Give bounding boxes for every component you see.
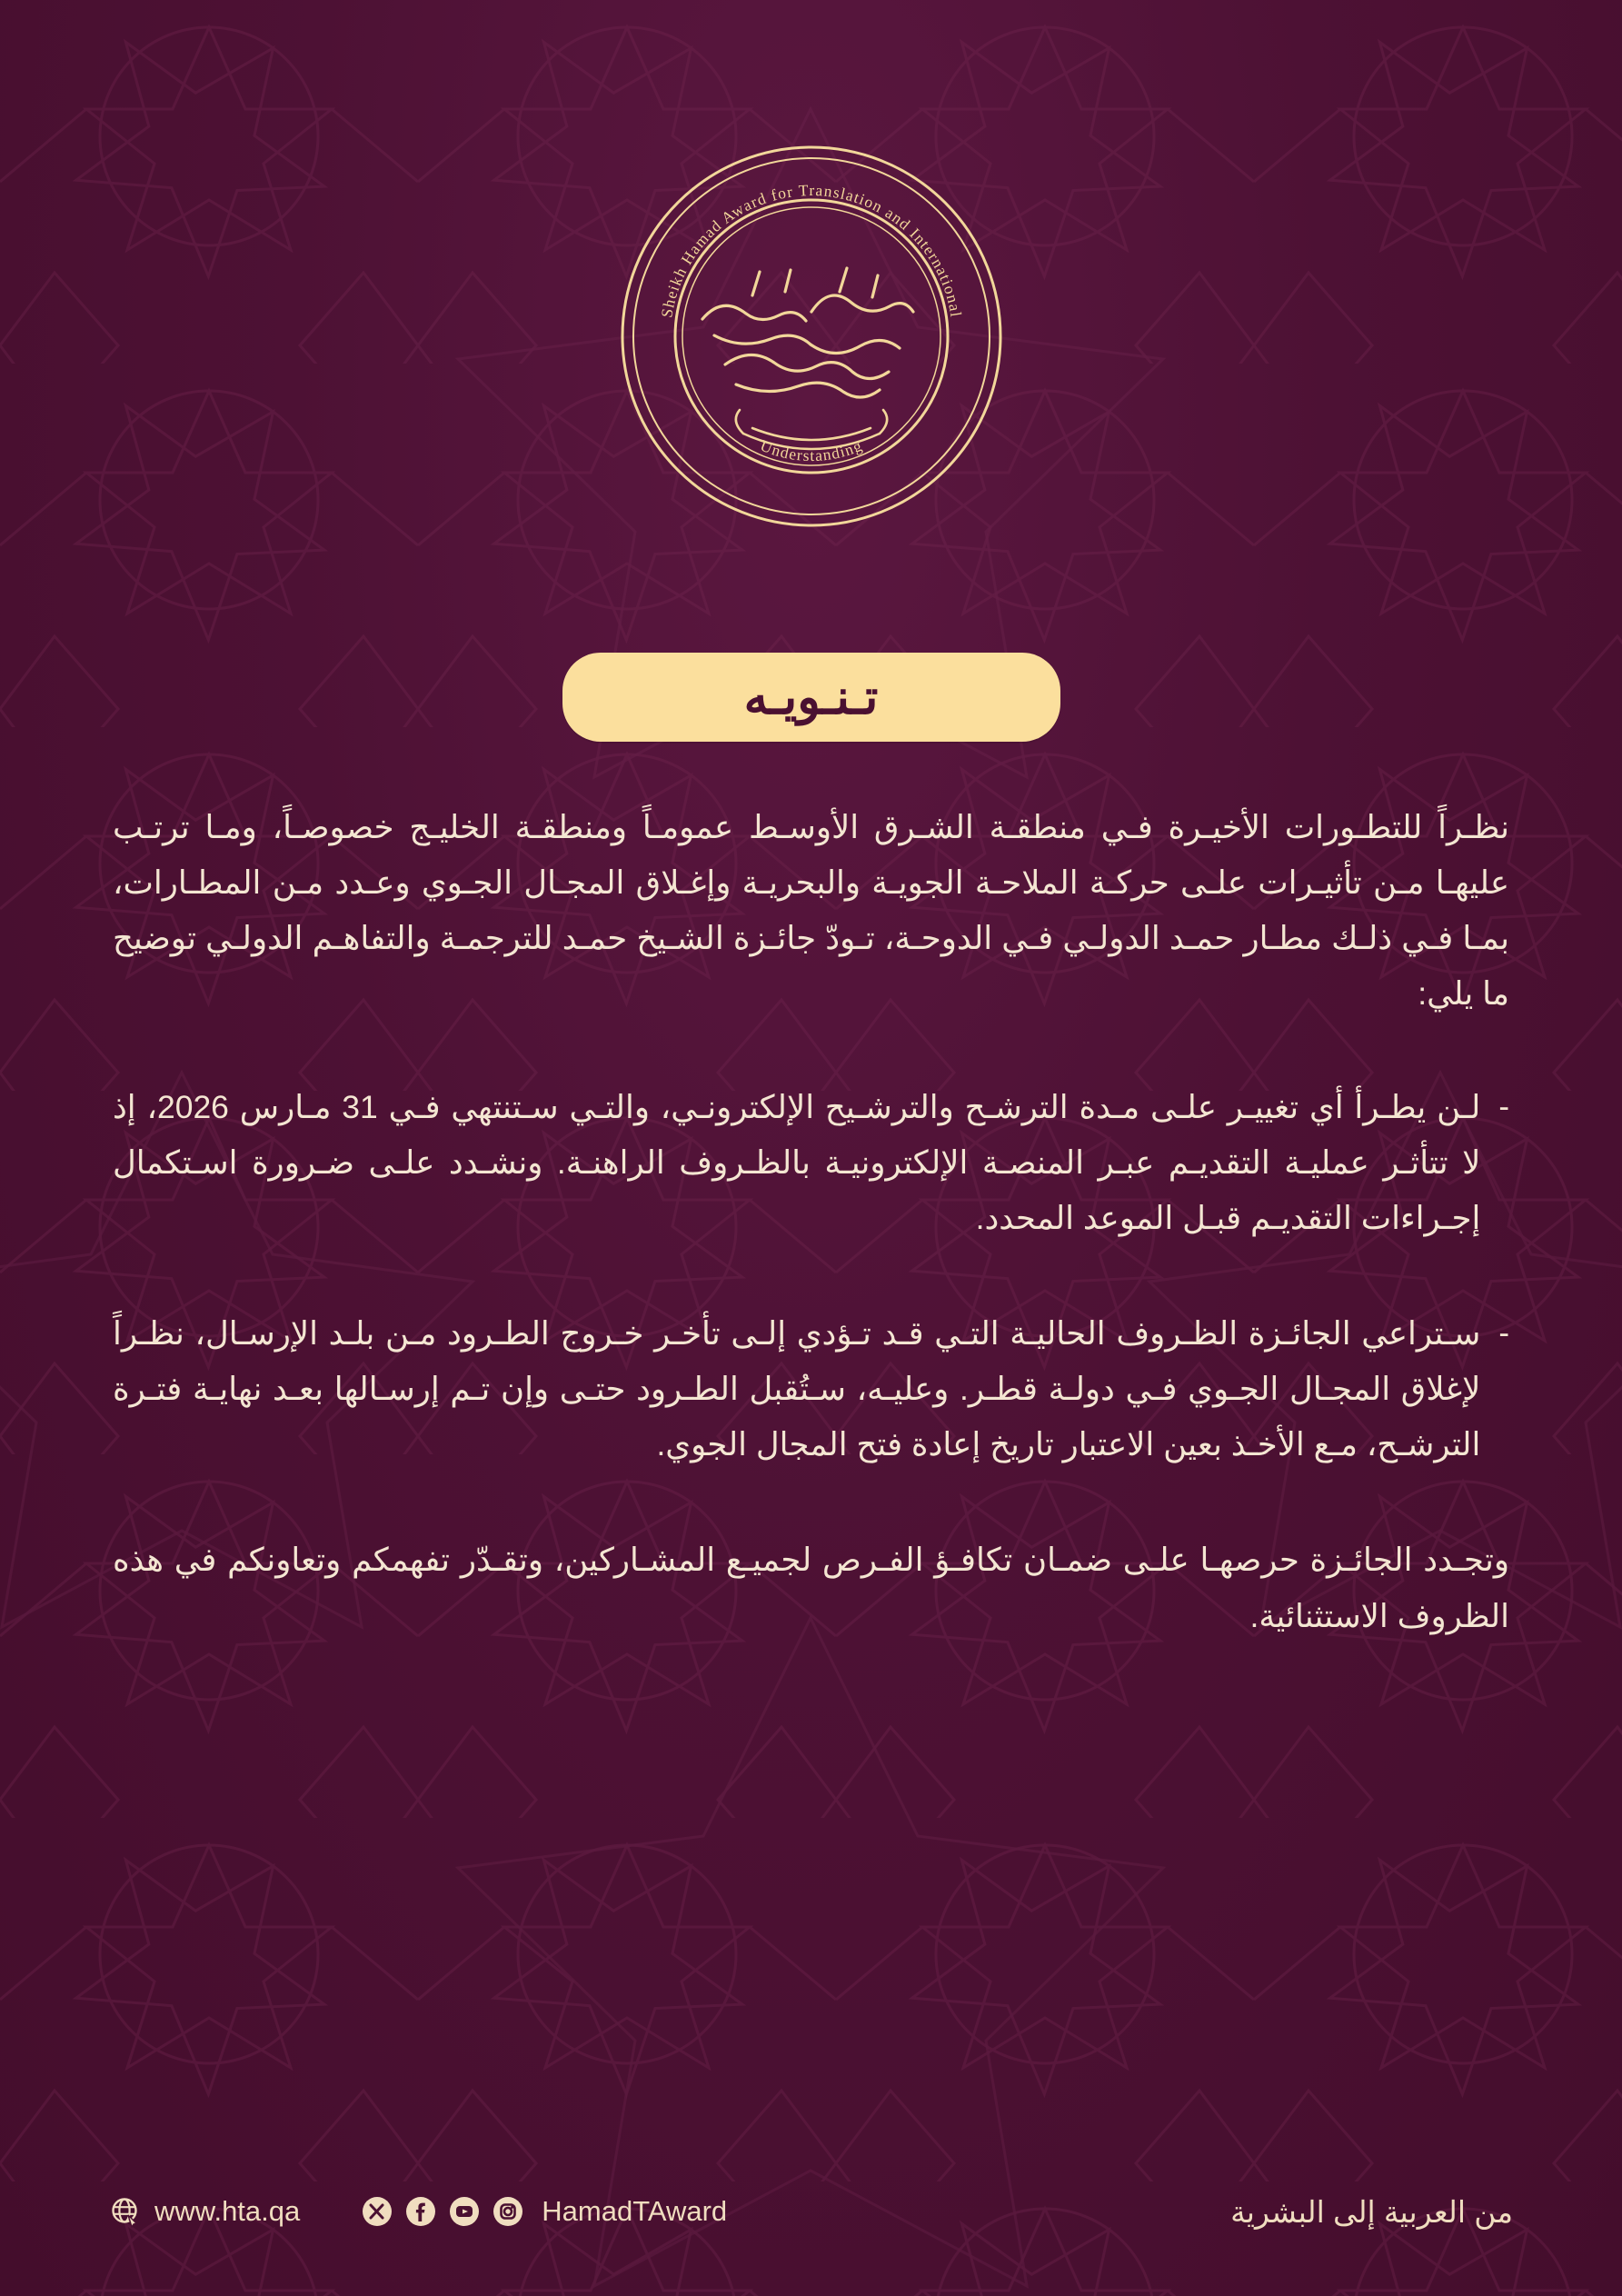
notice-body bbox=[113, 800, 1509, 1679]
svg-text:Sheikh Hamad Award for Transla: Sheikh Hamad Award for Translation and International bbox=[656, 180, 966, 319]
bullet-item bbox=[113, 1306, 1509, 1472]
closing-paragraph: وتجـدد الجائـزة حرصهـا علـى ضمـان تكافـؤ الفـرص لجميـع المشـاركين، وتقـدّر تفهمكم وتعاونكم في هذه الظروف الاستثنائية. bbox=[113, 1542, 1509, 1634]
website-link[interactable] bbox=[109, 2195, 300, 2228]
notice-badge: تـنـويـه bbox=[562, 653, 1060, 742]
footer-tagline: من العربية إلى البشرية bbox=[1230, 2194, 1513, 2229]
intro-paragraph: نظـراً للتطـورات الأخيـرة فـي منطقـة الشـرق الأوسـط عمومـاً ومنطقـة الخليـج خصوصـاً، ومـا ترتـب عليهـا مـن تأثيـرات علـى حركـة الملاحـة الجويـة والبحريـة وإغـلاق المجـال الجـوي وعـدد مـن المطـارات، بمـا فـي ذلـك مطـار حمـد الدولـي فـي الدوحـة، تـودّ جائـزة الشـيخ حمـد للترجمـة والتفاهـم الدولـي توضيح ما يلي: bbox=[113, 809, 1509, 1013]
globe-icon bbox=[109, 2195, 142, 2228]
facebook-icon[interactable] bbox=[405, 2196, 436, 2227]
bullet-item bbox=[113, 1080, 1509, 1246]
bullet-marker: - bbox=[1498, 1089, 1509, 1125]
social-links[interactable] bbox=[362, 2195, 727, 2228]
bullet-text: سـتراعي الجائـزة الظـروف الحاليـة التـي قـد تـؤدي إلـى تأخـر خـروج الطـرود مـن بلـد الإرسـال، نظـراً لإغلاق المجـال الجـوي فـي دولـة قطـر. وعليـه، سـتُقبل الطـرود حتـى وإن تـم إرسـالها بعـد نهايـة فتـرة الترشـح، مـع الأخـذ بعين الاعتبار تاريخ إعادة فتح المجال الجوي. bbox=[113, 1315, 1481, 1463]
youtube-icon[interactable] bbox=[449, 2196, 480, 2227]
instagram-icon[interactable] bbox=[493, 2196, 523, 2227]
footer-contact-group bbox=[109, 2195, 727, 2228]
x-twitter-icon[interactable] bbox=[362, 2196, 393, 2227]
bullet-text: لـن يطـرأ أي تغييـر علـى مـدة الترشـح والترشـيح الإلكترونـي، والتـي سـتنتهي فـي 31 مـارس 2026، إذ لا تتأثـر عمليـة التقديـم عبـر المنصـة الإلكترونيـة بالظـروف الراهنـة. ونشـدد علـى ضـرورة اسـتكمال إجـراءات التقديـم قبـل الموعد المحدد. bbox=[113, 1089, 1481, 1237]
bullet-marker: - bbox=[1498, 1315, 1509, 1352]
social-handle[interactable]: HamadTAward bbox=[542, 2195, 728, 2227]
award-logo bbox=[602, 127, 1020, 545]
website-url[interactable]: www.hta.qa bbox=[154, 2195, 301, 2227]
footer-bar bbox=[0, 2180, 1622, 2243]
svg-text:Understanding: Understanding bbox=[757, 435, 865, 465]
